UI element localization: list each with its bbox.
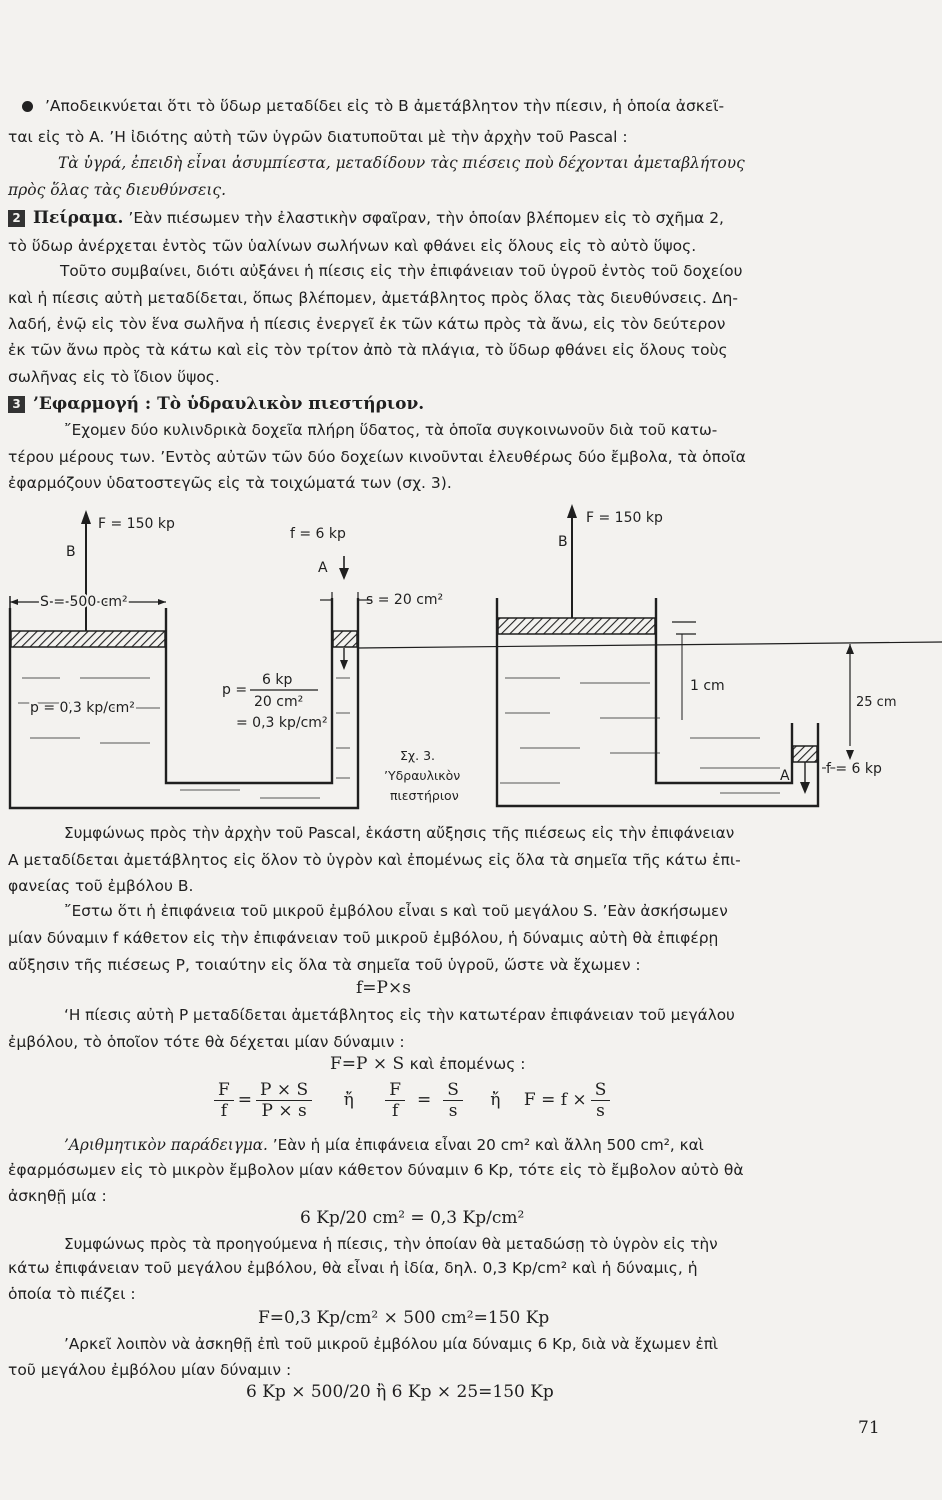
section-title: Πείραμα. [33,208,124,228]
small-area-label: s = 20 cm² [366,592,444,608]
fraction: $\frac{P \times S}{P \times s}$ [256,1080,312,1121]
label-b: B [66,544,76,560]
figure-caption: ’Υδραυλικὸν [384,768,461,783]
paragraph-line: τὸ ὕδωρ ἀνέρχεται ἐντὸς τῶν ὑαλίνων σωλήνων καὶ φθάνει εἰς ὅλους εἰς τὸ αὐτὸ ὕψος. [8,237,697,255]
paragraph-line: ῎Εχομεν δύο κυλινδρικὰ δοχεῖα πλήρη ὕδατος, τὰ ὁποῖα συγκοινωνοῦν διὰ τοῦ κατω- [64,421,718,439]
paragraph-line: σωλῆνας εἰς τὸ ἴδιον ὕψος. [8,368,220,386]
paragraph-line: ῎Εστω ὅτι ἡ ἐπιφάνεια τοῦ μικροῦ ἐμβόλου εἶναι s καὶ τοῦ μεγάλου S. ’Εὰν ἀσκήσωμεν [64,902,728,920]
paragraph-line: ἐφαρμόσωμεν εἰς τὸ μικρὸν ἔμβολον μίαν κάθετον δύναμιν 6 Kp, τότε εἰς τὸ ἔμβολον αὐτὸ θὰ [8,1161,744,1179]
paragraph-line: ἐμβόλου, τὸ ὁποῖον τότε θὰ δέχεται μίαν δύναμιν : [8,1033,405,1051]
paragraph-line: καὶ ἡ πίεσις αὐτὴ μεταδίδεται, ὅπως βλέπομεν, ἀμετάβλητος πρὸς ὅλας τὰς διευθύνσεις. Δη- [8,289,738,307]
fraction: $\frac{F}{f}$ [385,1080,405,1121]
equation-pressure: 6 Kp/20 cm² = 0,3 Kp/cm² [300,1208,525,1228]
section-3-line [8,394,888,414]
paragraph-line: αὔξησιν τῆς πιέσεως P, τοιαύτην εἰς ὅλα τὰ σημεῖα τοῦ ὑγροῦ, ὥστε νὰ ἔχωμεν : [8,956,641,974]
paragraph-line: A μεταδίδεται ἀμετάβλητος εἰς ὅλον τὸ ὑγρὸν καὶ ἐπομένως εἰς ὅλα τὰ σημεῖα τῆς κάτω ἐπι- [8,851,741,869]
section-number-box: 3 [8,396,25,413]
arrow-down-icon [339,568,349,580]
equation-force: F=0,3 Kp/cm² × 500 cm²=150 Kp [258,1308,550,1328]
paragraph-line: ‘Η πίεσις αὐτὴ P μεταδίδεται ἀμετάβλητος εἰς τὴν κατωτέραν ἐπιφάνειαν τοῦ μεγάλου [64,1006,735,1024]
pascal-principle-line: Τὰ ὑγρά, ἐπειδὴ εἶναι ἀσυμπίεστα, μεταδίδουν τὰς πιέσεις ποὺ δέχονται ἀμεταβλήτους [58,154,745,172]
label-b: B [558,534,568,550]
paragraph-line: ἐφαρμόζουν ὑδατοστεγῶς εἰς τὰ τοιχώματά των (σχ. 3). [8,474,452,492]
equation-f: f=P×s [356,978,411,998]
label-a: A [318,560,328,576]
example-lead: ’Αριθμητικὸν παράδειγμα. [64,1136,268,1154]
big-piston [498,618,655,634]
small-piston [793,746,817,762]
small-force-label: f = 6 kp [290,526,346,542]
paragraph-line: ὁποία τὸ πιέζει : [8,1285,136,1303]
fraction: $\frac{F}{f}$ [214,1080,234,1121]
paragraph-line: ται εἰς τὸ A. ’Η ἰδιότης αὐτὴ τῶν ὑγρῶν διατυποῦται μὲ τὴν ἀρχὴν τοῦ Pascal : [8,128,628,146]
big-force-label: F = 150 kp [98,516,175,532]
paragraph-line: μίαν δύναμιν f κάθετον εἰς τὴν ἐπιφάνειαν τοῦ μικροῦ ἐμβόλου, ἡ δύναμις αὐτὴ θὰ ἐπιφέρῃ [8,929,719,947]
hydraulic-press-figure [0,498,942,818]
paragraph-line: ἐκ τῶν ἄνω πρὸς τὰ κάτω καὶ εἰς τὸν τρίτον ἀπὸ τὰ πλάγια, τὸ ὕδωρ φθάνει εἰς ὅλους τοὺς [8,341,728,359]
pascal-principle-line: πρὸς ὅλας τὰς διευθύνσεις. [8,181,227,199]
equation-F: F=P × S καὶ ἐπομένως : [330,1054,526,1074]
figure-caption: Σχ. 3. [400,748,435,763]
paragraph-line: Τοῦτο συμβαίνει, διότι αὐξάνει ἡ πίεσις εἰς τὴν ἐπιφάνειαν τοῦ ὑγροῦ ἐντὸς τοῦ δοχείου [60,262,743,280]
left-press [10,510,443,808]
equation-result: 6 Kp × 500/20 ἢ 6 Kp × 25=150 Kp [246,1382,554,1402]
arrow-down-icon [800,782,810,794]
arrow-up-icon [567,504,577,518]
big-force-label: F = 150 kp [586,510,663,526]
paragraph-line: ἀσκηθῇ μία : [8,1187,107,1205]
paragraph-line: Συμφώνως πρὸς τὰ προηγούμενα ἡ πίεσις, τὴν ὁποίαν θὰ μεταδώσῃ τὸ ὑγρὸν εἰς τὴν [64,1235,718,1253]
big-piston [11,631,165,647]
paragraph-line: κάτω ἐπιφάνειαν τοῦ μεγάλου ἐμβόλου, θὰ εἶναι ἡ ἰδία, δηλ. 0,3 Kp/cm² καὶ ἡ δύναμις, ἡ [8,1259,698,1277]
travel-big-label: 25 cm [856,695,897,710]
p-equals: p = [222,682,248,698]
label-a: A [780,768,790,784]
section-2-line: 2 Πείραμα. ’Εὰν πιέσωμεν τὴν ἐλαστικὴν σφαῖραν, τὴν ὁποίαν βλέπομεν εἰς τὸ σχῆμα 2, [8,208,888,228]
paragraph-line: λαδή, ἐνῷ εἰς τὸν ἕνα σωλῆνα ἡ πίεσις ἐνεργεῖ ἐκ τῶν κάτω πρὸς τὰ ἄνω, εἰς τὸν δεύτερον [8,315,726,333]
paragraph-line: ’Αποδεικνύεται ὅτι τὸ ὕδωρ μεταδίδει εἰς τὸ B ἀμετάβλητον τὴν πίεσιν, ἡ ὁποία ἀσκεῖ- [8,96,888,116]
fraction: $\frac{S}{s}$ [443,1080,463,1121]
section-title: ’Εφαρμογή : Τὸ ὑδραυλικὸν πιεστήριον. [33,394,425,414]
paragraph-line: ’Αριθμητικὸν παράδειγμα. ’Εὰν ἡ μία ἐπιφάνεια εἶναι 20 cm² καὶ ἄλλη 500 cm², καὶ [64,1136,704,1154]
paragraph-line: Συμφώνως πρὸς τὴν ἀρχὴν τοῦ Pascal, ἑκάστη αὔξησις τῆς πιέσεως εἰς τὴν ἐπιφάνειαν [64,824,735,842]
travel-small-label: 1 cm [690,678,725,694]
fraction: $\frac{S}{s}$ [591,1080,611,1121]
small-piston [333,631,357,647]
paragraph-line: τέρου μέρους των. ’Εντὸς αὐτῶν τῶν δύο δοχείων κινοῦνται ἐλευθέρως δύο ἔμβολα, τὰ ὁποῖα [8,448,746,466]
p-result: = 0,3 kp/cm² [236,715,328,731]
p-numerator: 6 kp [262,672,293,688]
paragraph-line: ’Αρκεῖ λοιπὸν νὰ ἀσκηθῇ ἐπὶ τοῦ μικροῦ ἐμβόλου μία δύναμις 6 Kp, διὰ νὰ ἔχωμεν ἐπὶ [64,1335,719,1353]
paragraph-line: τοῦ μεγάλου ἐμβόλου μίαν δύναμιν : [8,1361,292,1379]
big-area-label: S = 500 cm² [40,594,128,610]
p-denominator: 20 cm² [254,694,304,710]
pressure-label: p = 0,3 kp/cm² [30,700,135,716]
right-press [497,504,897,806]
small-force-label: f = 6 kp [826,761,882,777]
figure-caption: πιεστήριον [390,788,459,803]
arrow-up-icon [81,510,91,524]
ratio-equation: $\frac{F}{f}$ = $\frac{P \times S}{P \times s}$ ἤ $\frac{F}{f}$ = $\frac{S}{s}$ ἤ F = f × $\frac{S}{s}$ [210,1080,614,1121]
page-number: 71 [858,1418,880,1438]
section-number-box: 2 [8,210,25,227]
paragraph-line: φανείας τοῦ ἐμβόλου B. [8,877,194,895]
bullet-icon [22,101,33,112]
